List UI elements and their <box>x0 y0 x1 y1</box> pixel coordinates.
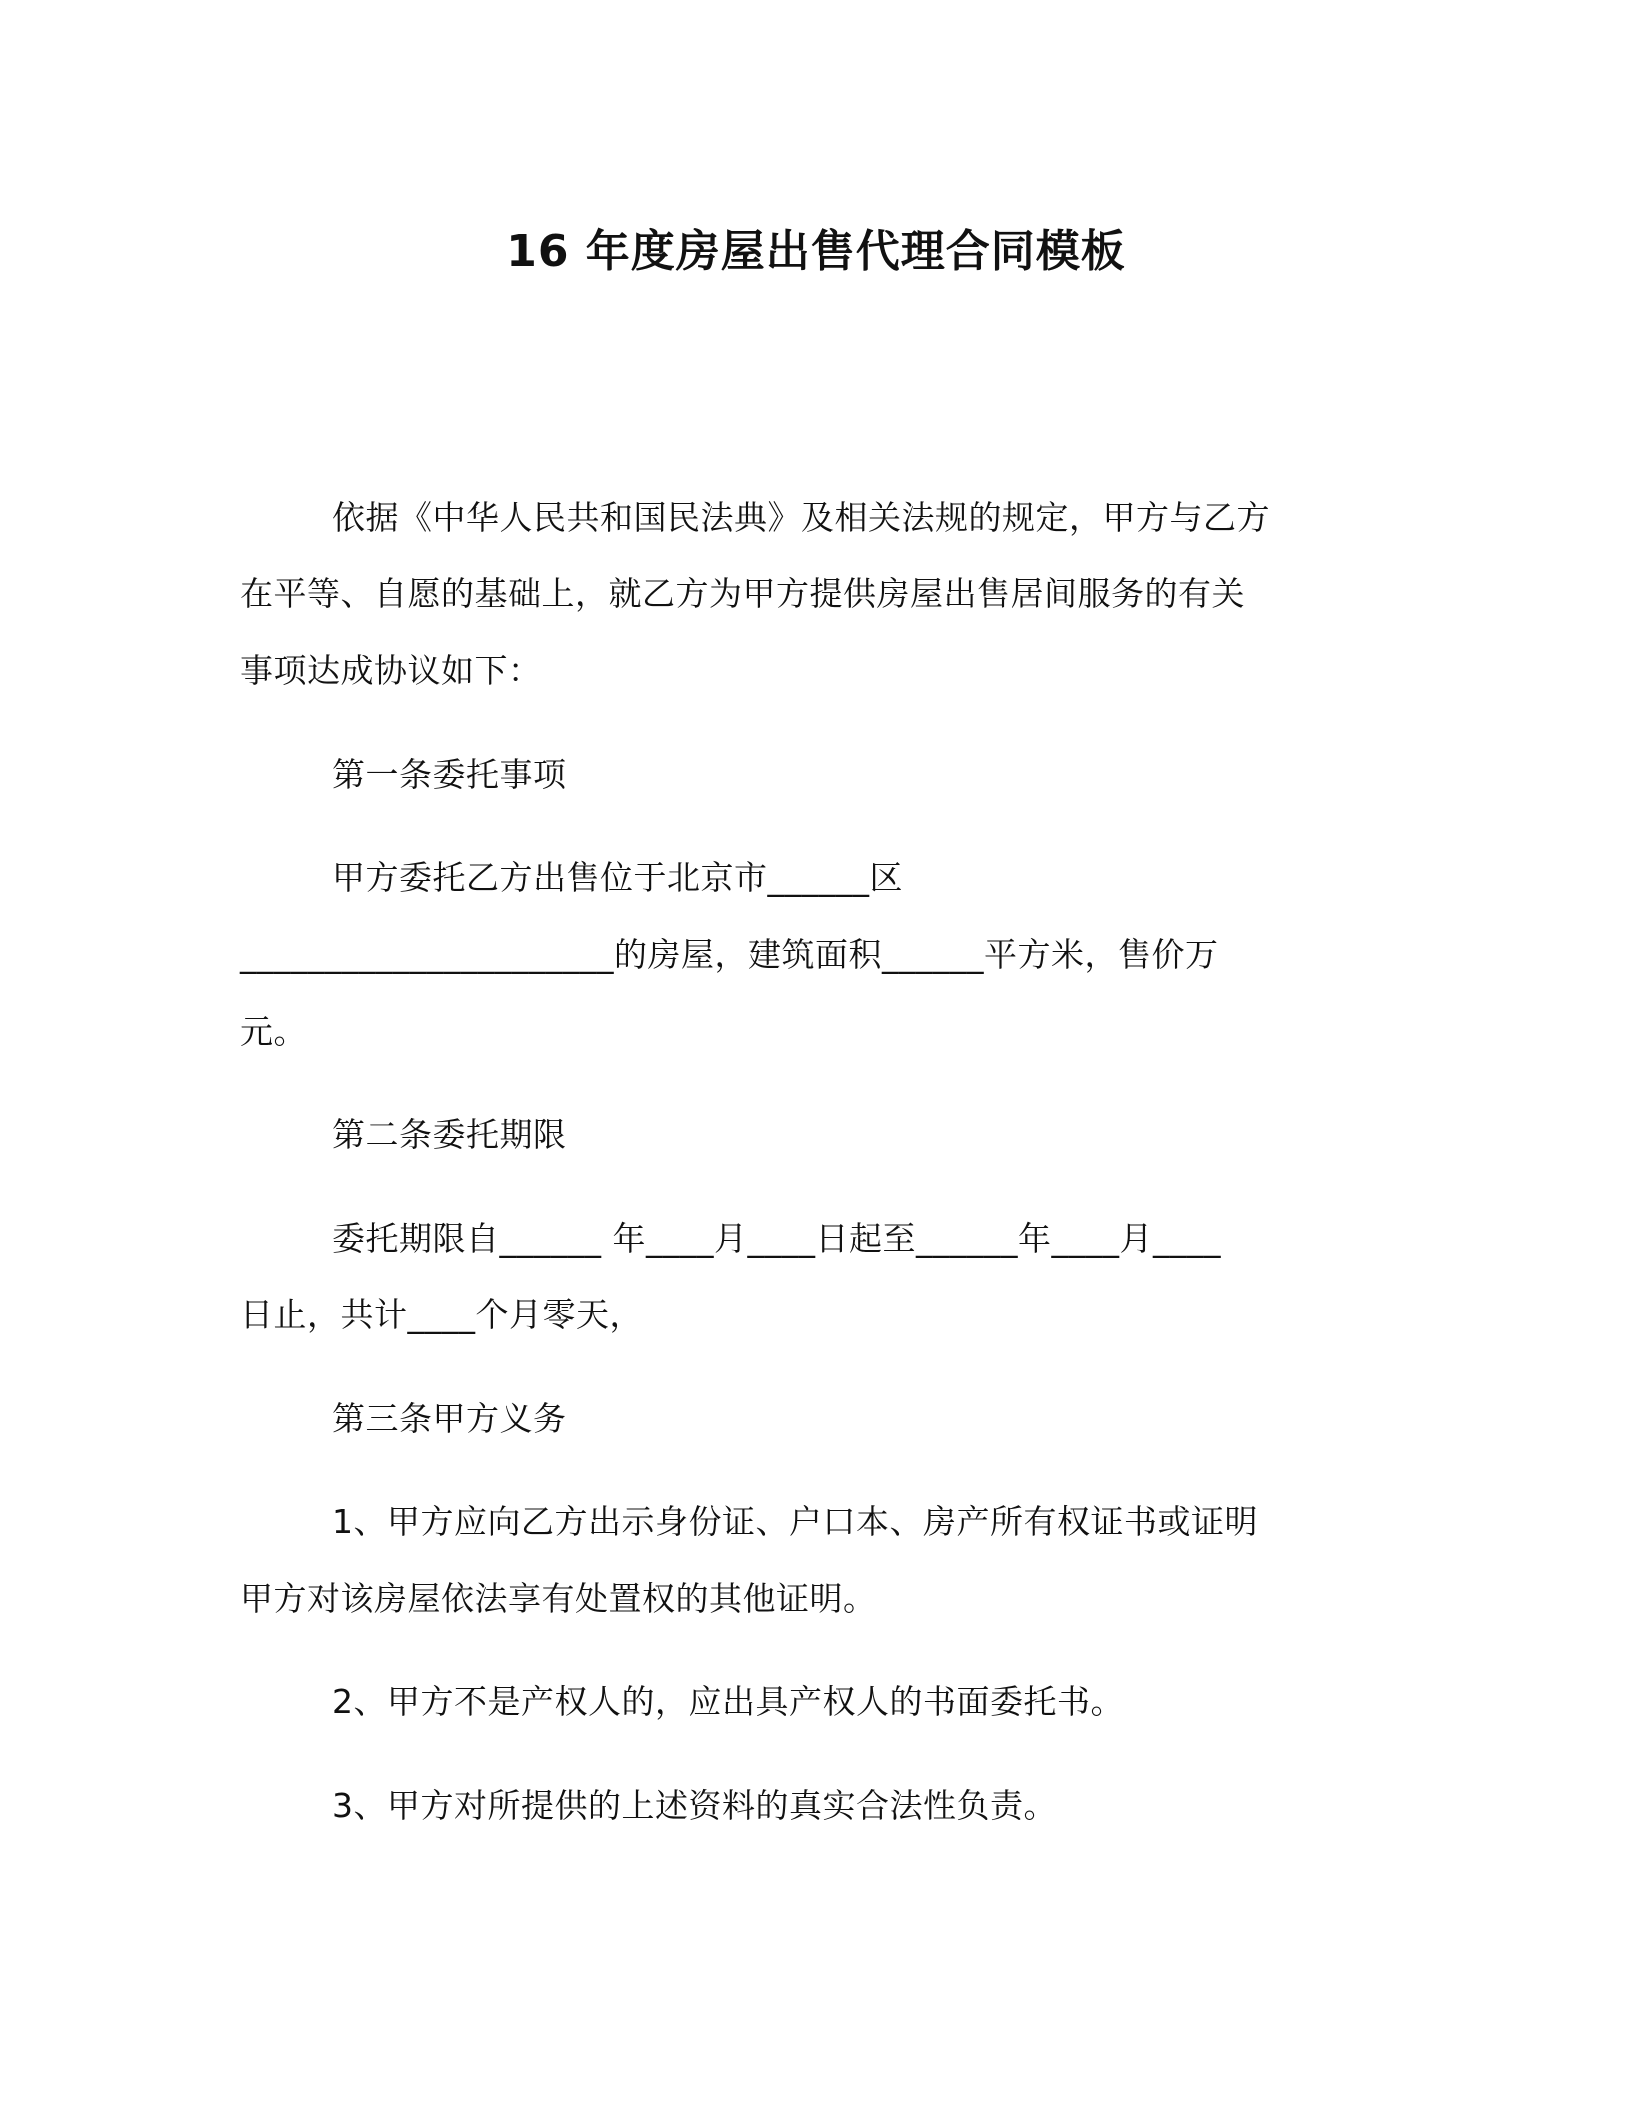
article-1-line-3: 元。 <box>240 1012 307 1051</box>
intro-line-3: 事项达成协议如下： <box>240 651 542 690</box>
document-title: 16 年度房屋出售代理合同模板 <box>506 226 1126 277</box>
article-3-item-1-line-2: 甲方对该房屋依法享有处置权的其他证明。 <box>240 1579 877 1618</box>
article-1-line-2: ______________________的房屋，建筑面积______平方米，售价万 <box>240 935 1219 974</box>
article-3-item-2: 2、甲方不是产权人的，应出具产权人的书面委托书。 <box>332 1682 1124 1721</box>
intro-line-2: 在平等、自愿的基础上，就乙方为甲方提供房屋出售居间服务的有关 <box>240 574 1245 613</box>
article-2-line-2: 日止，共计____个月零天， <box>240 1295 643 1334</box>
article-3-item-1-line-1: 1、甲方应向乙方出示身份证、户口本、房产所有权证书或证明 <box>332 1502 1258 1541</box>
article-3-item-3: 3、甲方对所提供的上述资料的真实合法性负责。 <box>332 1786 1057 1825</box>
article-1-heading: 第一条委托事项 <box>332 755 567 794</box>
article-2-heading: 第二条委托期限 <box>332 1115 567 1154</box>
article-3-heading: 第三条甲方义务 <box>332 1399 567 1438</box>
intro-line-1: 依据《中华人民共和国民法典》及相关法规的规定，甲方与乙方 <box>332 498 1270 537</box>
article-1-line-1: 甲方委托乙方出售位于北京市______区 <box>332 858 903 897</box>
article-2-line-1: 委托期限自______ 年____月____日起至______年____月____ <box>332 1219 1221 1258</box>
